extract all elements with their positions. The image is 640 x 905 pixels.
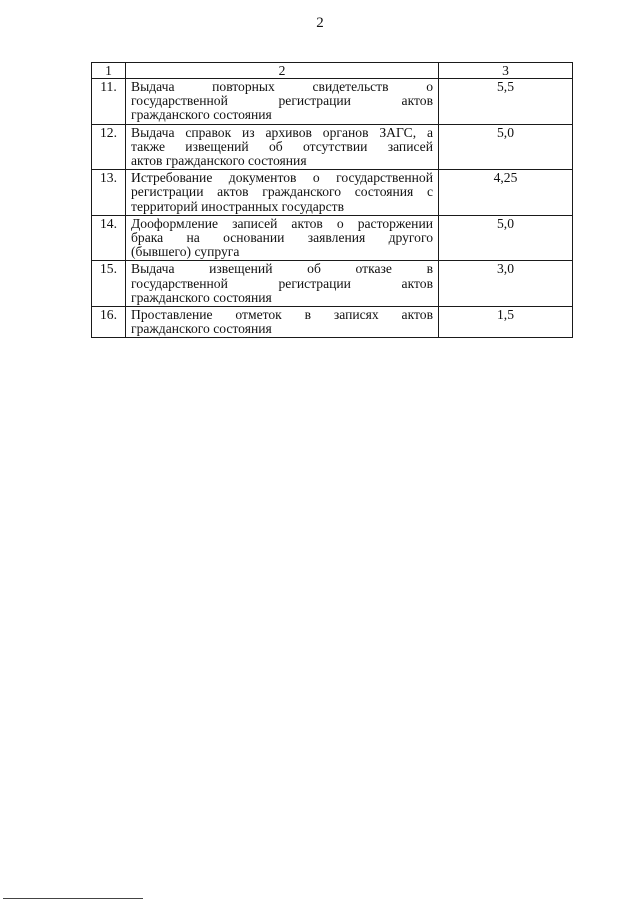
row-number: 14. bbox=[92, 215, 126, 261]
row-number: 11. bbox=[92, 79, 126, 125]
description-line: территорий иностранных государств bbox=[131, 198, 344, 214]
column-header-number: 1 bbox=[92, 63, 126, 79]
description-line: гражданского состояния bbox=[131, 289, 272, 305]
footer-rule bbox=[3, 898, 143, 899]
description-line: государственной регистрации актов bbox=[131, 275, 433, 291]
description-line: Проставление отметок в записях актов bbox=[131, 307, 433, 323]
service-description bbox=[126, 307, 439, 338]
description-line: (бывшего) супруга bbox=[131, 244, 240, 260]
fees-table bbox=[91, 62, 573, 338]
description-line: Выдача извещений об отказе в bbox=[131, 261, 433, 277]
description-line: актов гражданского состояния bbox=[131, 153, 307, 169]
description-line: Выдача повторных свидетельств о bbox=[131, 79, 433, 94]
service-description bbox=[126, 170, 439, 216]
service-description bbox=[126, 215, 439, 261]
column-header-service: 2 bbox=[126, 63, 439, 79]
description-line: гражданского состояния bbox=[131, 321, 272, 337]
fee-value: 5,5 bbox=[439, 79, 573, 125]
row-number: 12. bbox=[92, 124, 126, 170]
description-line: регистрации актов гражданского состояния с bbox=[131, 184, 433, 200]
description-line: государственной регистрации актов bbox=[131, 93, 433, 109]
fee-value: 5,0 bbox=[439, 215, 573, 261]
column-header-value: 3 bbox=[439, 63, 573, 79]
table-row bbox=[92, 79, 573, 125]
fee-value: 1,5 bbox=[439, 307, 573, 338]
fee-value: 3,0 bbox=[439, 261, 573, 307]
row-number: 16. bbox=[92, 307, 126, 338]
table-row bbox=[92, 170, 573, 216]
table-row bbox=[92, 261, 573, 307]
description-line: Истребование документов о государственной bbox=[131, 170, 433, 186]
description-line: Дооформление записей актов о расторжении bbox=[131, 215, 433, 231]
fee-value: 5,0 bbox=[439, 124, 573, 170]
table-header-row bbox=[92, 63, 573, 79]
service-description bbox=[126, 79, 439, 125]
table-row bbox=[92, 307, 573, 338]
page-number: 2 bbox=[316, 15, 324, 31]
table-row bbox=[92, 215, 573, 261]
service-description bbox=[126, 261, 439, 307]
description-line: гражданского состояния bbox=[131, 107, 272, 123]
table-row bbox=[92, 124, 573, 170]
description-line: Выдача справок из архивов органов ЗАГС, а bbox=[131, 124, 433, 140]
row-number: 13. bbox=[92, 170, 126, 216]
row-number: 15. bbox=[92, 261, 126, 307]
fee-value: 4,25 bbox=[439, 170, 573, 216]
description-line: брака на основании заявления другого bbox=[131, 230, 433, 246]
description-line: также извещений об отсутствии записей bbox=[131, 138, 433, 154]
service-description bbox=[126, 124, 439, 170]
